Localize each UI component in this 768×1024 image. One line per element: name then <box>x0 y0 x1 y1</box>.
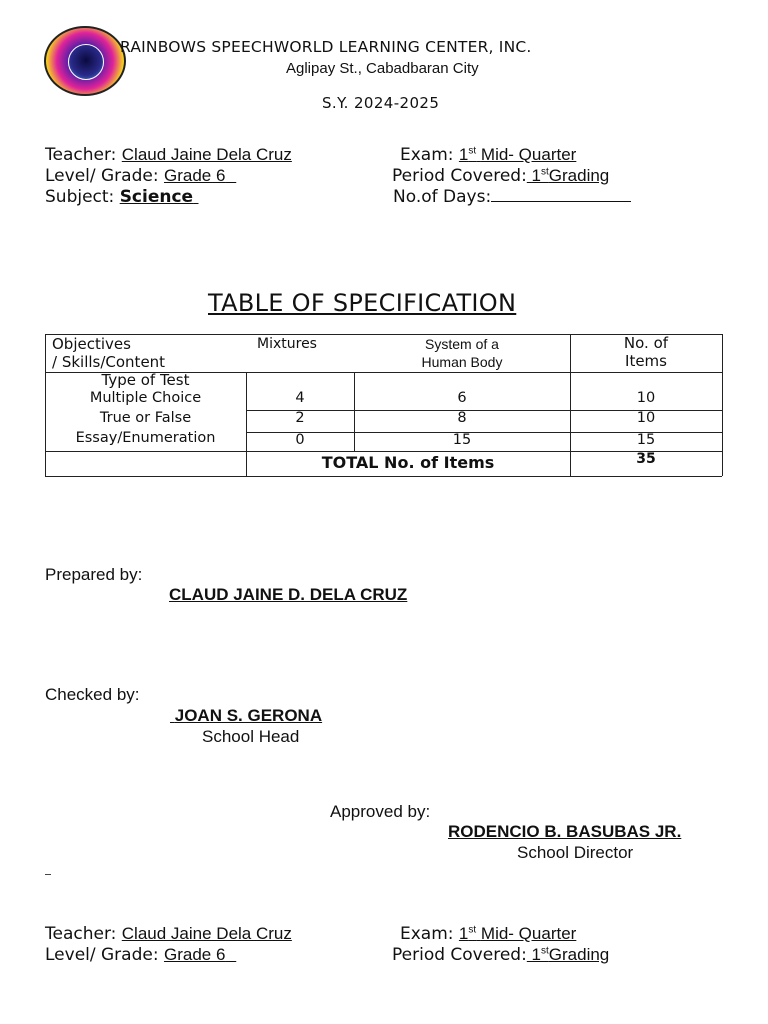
cell-mixtures: 2 <box>295 410 305 426</box>
row-label: Multiple Choice <box>89 390 202 406</box>
total-value: 35 <box>636 451 656 467</box>
school-name: RAINBOWS SPEECHWORLD LEARNING CENTER, INC. <box>120 38 532 56</box>
cell-items: 10 <box>636 410 656 426</box>
footer-exam-label: Exam: <box>400 924 454 944</box>
teacher-label: Teacher: <box>45 145 117 165</box>
period-suffix: st <box>541 166 549 178</box>
subject-label: Subject: <box>45 187 115 207</box>
prepared-by-name: CLAUD JAINE D. DELA CRUZ <box>169 585 408 604</box>
subject-line <box>45 187 198 207</box>
footer-level-value: Grade 6 <box>163 945 226 964</box>
footer-exam-suffix: st <box>468 924 477 936</box>
footer-period-line <box>392 945 609 965</box>
period-line <box>392 166 609 186</box>
prepared-by-label: Prepared by: <box>45 565 143 584</box>
checked-by-role: School Head <box>202 727 300 746</box>
cell-items: 10 <box>636 390 656 406</box>
footer-teacher-label: Teacher: <box>45 924 117 944</box>
footer-period-value: Grading <box>548 945 610 964</box>
approved-by-label: Approved by: <box>330 802 431 821</box>
days-blank[interactable] <box>491 187 631 202</box>
row-label: True or False <box>99 410 192 426</box>
school-year: S.Y. 2024-2025 <box>322 94 440 112</box>
checked-by-label: Checked by: <box>45 685 140 704</box>
cell-human-body: 8 <box>457 410 467 426</box>
cell-human-body: 15 <box>452 432 472 448</box>
level-label: Level/ Grade: <box>45 166 159 186</box>
exam-value: Mid- Quarter <box>480 145 577 164</box>
footer-exam-number: 1 <box>458 924 469 943</box>
divider-mark <box>45 874 51 875</box>
header-no-of: No. of <box>623 334 669 352</box>
logo-emblem-icon <box>68 44 104 80</box>
days-line <box>393 187 631 207</box>
footer-period-suffix: st <box>541 945 549 957</box>
exam-label: Exam: <box>400 145 454 165</box>
table-title: TABLE OF SPECIFICATION <box>208 289 517 317</box>
level-line <box>45 166 236 186</box>
subject-value: Science <box>119 187 194 207</box>
exam-number: 1 <box>458 145 469 164</box>
footer-teacher-value: Claud Jaine Dela Cruz <box>121 924 292 943</box>
footer-level-label: Level/ Grade: <box>45 945 159 965</box>
header-human-body-1: System of a <box>425 336 499 352</box>
header-items: Items <box>625 352 667 370</box>
approved-by-name: RODENCIO B. BASUBAS JR. <box>448 822 682 841</box>
cell-items: 15 <box>636 432 656 448</box>
period-value: Grading <box>548 166 610 185</box>
exam-line <box>400 145 576 165</box>
teacher-value: Claud Jaine Dela Cruz <box>121 145 292 164</box>
school-logo <box>44 26 126 96</box>
period-number: 1 <box>531 166 541 185</box>
teacher-line <box>45 145 292 165</box>
header-skills-content: / Skills/Content <box>52 353 166 371</box>
cell-mixtures: 4 <box>295 390 305 406</box>
period-label: Period Covered: <box>392 166 527 186</box>
approved-by-role: School Director <box>517 843 634 862</box>
days-label: No.of Days: <box>393 187 492 207</box>
total-label: TOTAL No. of Items <box>321 453 495 472</box>
footer-level-line <box>45 945 236 965</box>
header-objectives: Objectives <box>52 335 131 353</box>
header-mixtures: Mixtures <box>257 336 317 352</box>
exam-suffix: st <box>468 145 477 157</box>
footer-exam-line <box>400 924 576 944</box>
type-of-test-label: Type of Test <box>101 371 190 389</box>
checked-by-name: JOAN S. GERONA <box>174 706 323 725</box>
footer-period-number: 1 <box>531 945 541 964</box>
cell-human-body: 6 <box>457 390 467 406</box>
row-label: Essay/Enumeration <box>75 430 216 446</box>
level-value: Grade 6 <box>163 166 226 185</box>
school-address: Aglipay St., Cabadbaran City <box>286 60 479 77</box>
footer-period-label: Period Covered: <box>392 945 527 965</box>
footer-exam-value: Mid- Quarter <box>480 924 577 943</box>
cell-mixtures: 0 <box>295 432 305 448</box>
header-human-body-2: Human Body <box>421 354 503 370</box>
footer-teacher-line <box>45 924 292 944</box>
